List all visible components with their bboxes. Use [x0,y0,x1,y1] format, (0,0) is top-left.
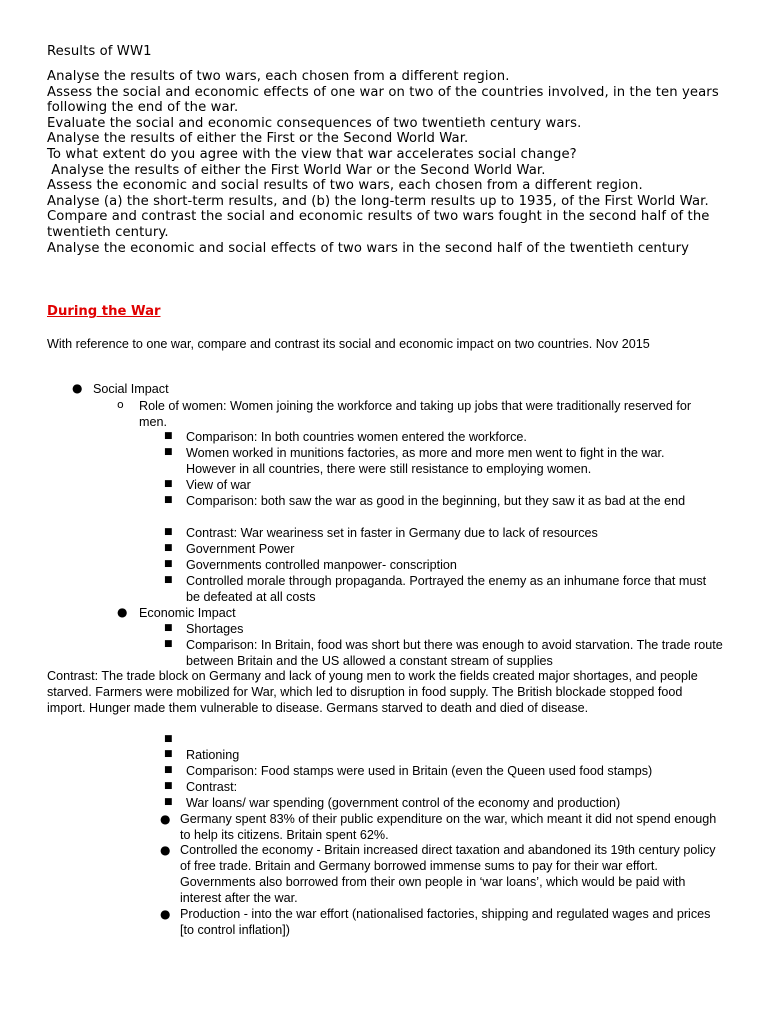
question-item: Compare and contrast the social and economic results of two wars fought in the second half of the twentieth century. [47,209,710,240]
question-item: Analyse the results of either the First or the Second World War. [47,131,469,147]
bullet-square-icon: ■ [164,575,173,585]
question-item: Evaluate the social and economic consequences of two twentieth century wars. [47,115,582,131]
list-item: Contrast: War weariness set in faster in Germany due to lack of resources [186,526,598,540]
question-item: Analyse the results of two wars, each chosen from a different region. [47,69,510,84]
list-item: Women worked in munitions factories, as more and more men went to fight in the war. However in all countries, there were still resistance to employing women. [186,446,665,476]
question-list [47,69,737,256]
social-impact-label: Social Impact [93,382,169,396]
list-item: Comparison: Food stamps were used in Britain (even the Queen used food stamps) [186,764,653,778]
list-item: Shortages [186,622,244,636]
list-item: Rationing [186,748,240,762]
economic-impact-label: Economic Impact [139,606,236,620]
bullet-square-icon: ■ [164,447,173,457]
list-item: Comparison: In both countries women entered the workforce. [186,430,527,444]
question-item: Analyse the economic and social effects of two wars in the second half of the twentieth century [47,240,690,256]
role-of-women: Role of women: Women joining the workforce and taking up jobs that were traditionally reserved for men. [139,399,692,429]
bullet-square-icon: ■ [164,797,173,807]
bullet-square-icon: ■ [164,431,173,441]
list-item: Contrast: [186,780,238,794]
question-item: Analyse the results of either the First World War or the Second World War. [47,162,546,178]
bullet-square-icon: ■ [164,781,173,791]
bullet-square-icon: ■ [164,639,173,649]
bullet-square-icon: ■ [164,623,173,633]
list-item: Controlled morale through propaganda. Portrayed the enemy as an inhumane force that must be defeated at all costs [186,574,707,604]
bullet-square-icon: ■ [164,527,173,537]
list-item: Governments controlled manpower- conscription [186,558,457,572]
bullet-square-icon: ■ [164,734,173,744]
document-title: Results of WW1 [47,44,152,59]
list-item: View of war [186,478,251,492]
list-item: Germany spent 83% of their public expenditure on the war, which meant it did not spend enough to help its citizens. Britain spent 62%. [180,812,717,842]
question-item: Assess the social and economic effects of one war on two of the countries involved, in the ten years following the end of the war. [47,84,719,116]
bullet-dot-icon: ● [160,907,171,921]
list-item: Production - into the war effort (nationalised factories, shipping and regulated wages and prices [to control inflation]) [180,907,711,937]
question-item: Analyse (a) the short-term results, and (b) the long-term results up to 1935, of the First World War. [47,193,709,209]
bullet-square-icon: ■ [164,749,173,759]
bullet-square-icon: ■ [164,559,173,569]
question-item: Assess the economic and social results of two wars, each chosen from a different region. [47,178,643,194]
question-item: To what extent do you agree with the view that war accelerates social change? [47,146,577,162]
bullet-square-icon: ■ [164,543,173,553]
bullet-dot-icon: ● [160,843,171,857]
bullet-square-icon: ■ [164,765,173,775]
list-item: Comparison: In Britain, food was short but there was enough to avoid starvation. The trade route between Britain and the US allowed a constant stream of supplies [186,638,723,668]
bullet-square-icon: ■ [164,495,173,505]
contrast-paragraph: Contrast: The trade block on Germany and lack of young men to work the fields created major shortages, and people starved. Farmers were mobilized for War, which led to disruption in food supply. The British blockade stopped food import. Hunger made them vulnerable to disease. Germans starved to death and died of disease. [47,669,698,715]
section-heading: During the War [47,304,161,319]
list-item: Controlled the economy - Britain increased direct taxation and abandoned its 19th century policy of free trade. Britain and Germany borrowed immense sums to pay for their war effort. Governments also borrowed from their own people in ‘war loans’, which would be paid with interest after the war. [180,843,716,905]
bullet-dot-icon: ● [117,605,128,619]
bullet-dot-icon: ● [160,812,171,826]
bullet-circle-icon: o [117,398,124,411]
essay-prompt: With reference to one war, compare and contrast its social and economic impact on two countries. Nov 2015 [47,337,650,351]
list-item: Comparison: both saw the war as good in the beginning, but they saw it as bad at the end [186,494,686,508]
list-item: Government Power [186,542,295,556]
list-item: War loans/ war spending (government control of the economy and production) [186,796,621,810]
bullet-square-icon: ■ [164,479,173,489]
bullet-dot-icon: ● [72,381,83,395]
